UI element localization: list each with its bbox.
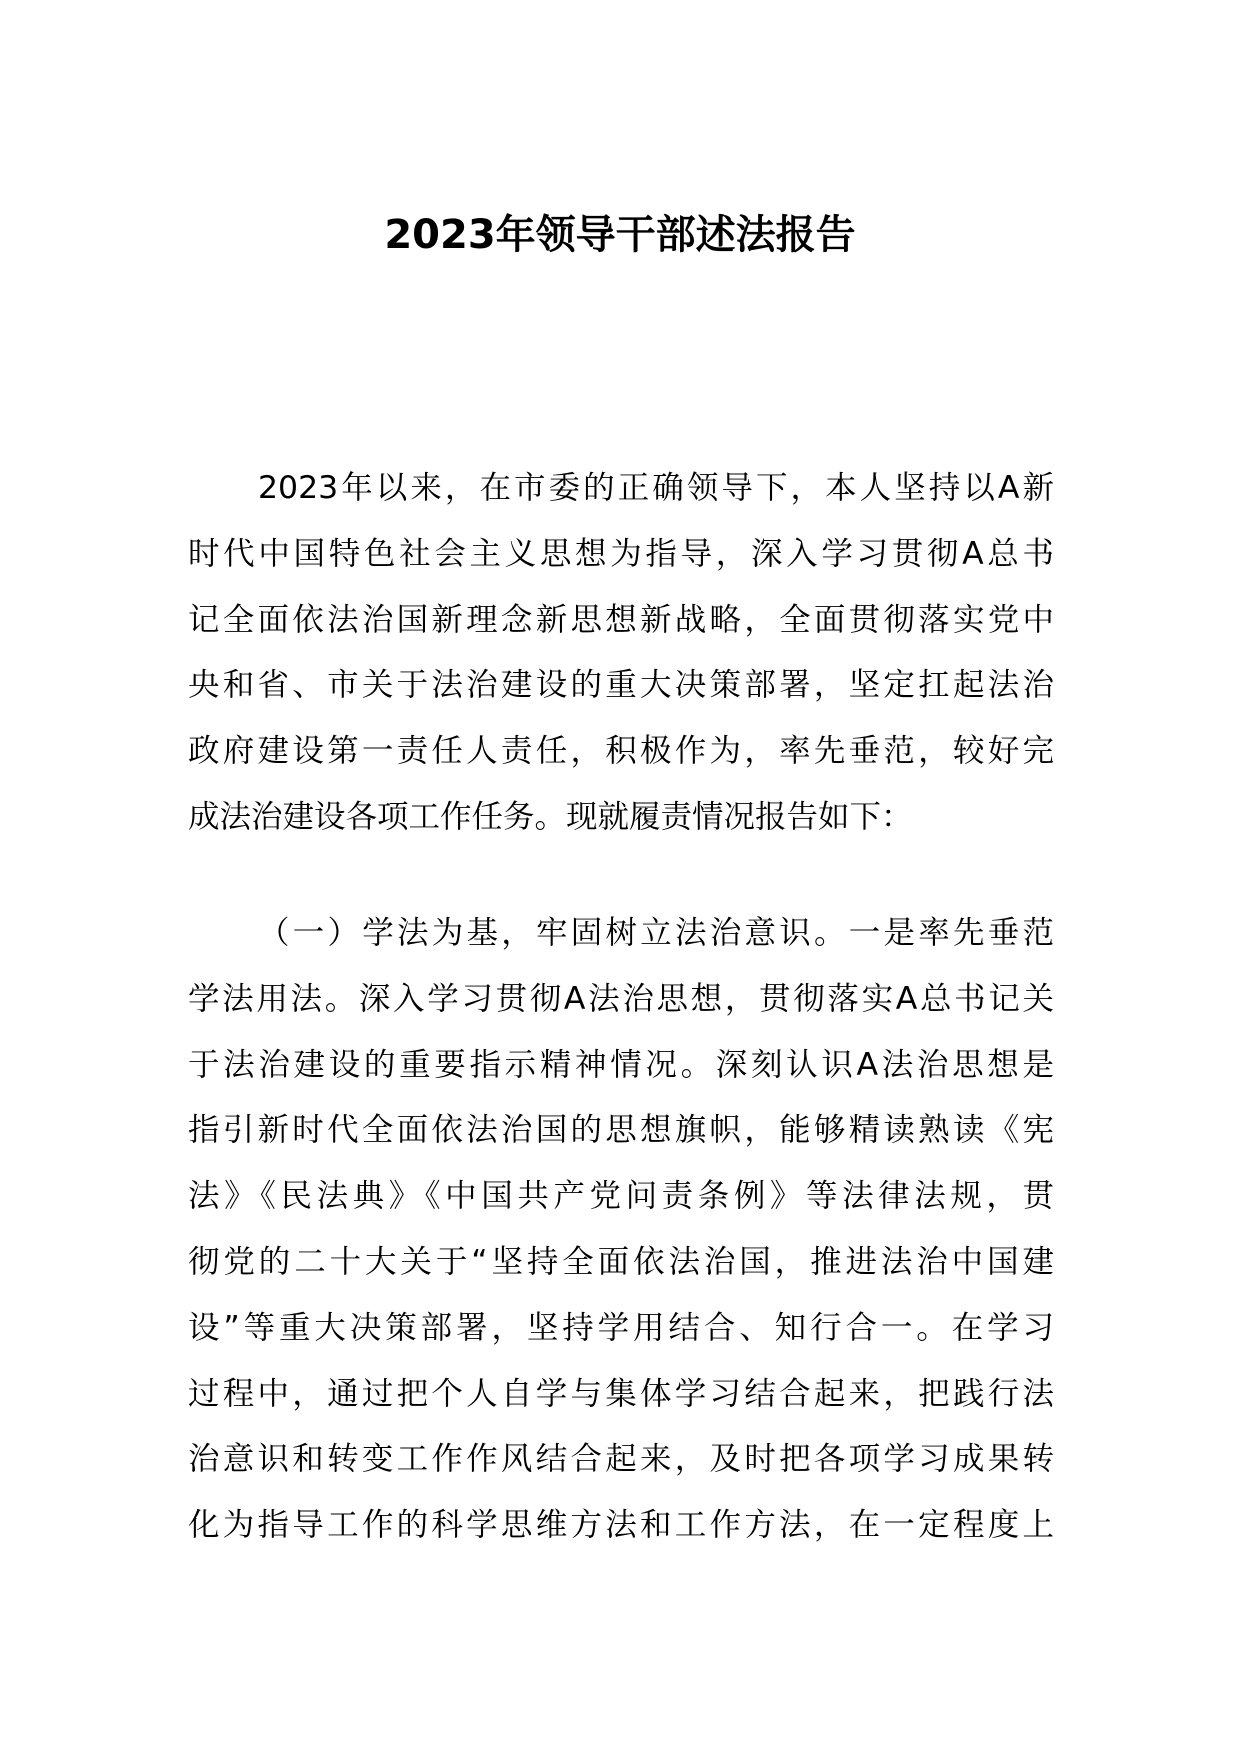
text-line: 指引新时代全面依法治国的思想旗帜，能够精读熟读《宪 xyxy=(188,1112,1054,1149)
text-line: 2023年以来，在市委的正确领导下，本人坚持以A新 xyxy=(258,470,1054,506)
text-line: 法》《民法典》《中国共产党问责条例》等法律法规，贯 xyxy=(188,1178,1054,1215)
text-line: 过程中，通过把个人自学与集体学习结合起来，把践行法 xyxy=(188,1375,1054,1412)
section-heading-line: （一）学法为基，牢固树立法治意识。一是率先垂范 xyxy=(258,915,1054,951)
text-line: 于法治建设的重要指示精神情况。深刻认识A法治思想是 xyxy=(188,1046,1054,1083)
text-line: 学法用法。深入学习贯彻A法治思想，贯彻落实A总书记关 xyxy=(188,980,1054,1017)
text-line: 治意识和转变工作作风结合起来，及时把各项学习成果转 xyxy=(188,1441,1054,1478)
text-line: 设”等重大决策部署，坚持学用结合、知行合一。在学习 xyxy=(188,1309,1054,1346)
text-line: 记全面依法治国新理念新思想新战略，全面贯彻落实党中 xyxy=(188,601,1054,638)
paragraph-section-1 xyxy=(188,901,1054,1559)
document-title: 2023年领导干部述法报告 xyxy=(384,212,856,258)
text-line: 央和省、市关于法治建设的重大决策部署，坚定扛起法治 xyxy=(188,667,1054,704)
text-line: 化为指导工作的科学思维方法和工作方法，在一定程度上 xyxy=(188,1507,1054,1544)
text-line: 政府建设第一责任人责任，积极作为，率先垂范，较好完 xyxy=(188,733,1054,770)
text-line: 成法治建设各项工作任务。现就履责情况报告如下： xyxy=(188,798,913,835)
paragraph-intro xyxy=(188,456,1054,851)
text-line: 彻党的二十大关于“坚持全面依法治国，推进法治中国建 xyxy=(188,1243,1054,1280)
text-line: 时代中国特色社会主义思想为指导，深入学习贯彻A总书 xyxy=(188,535,1054,572)
